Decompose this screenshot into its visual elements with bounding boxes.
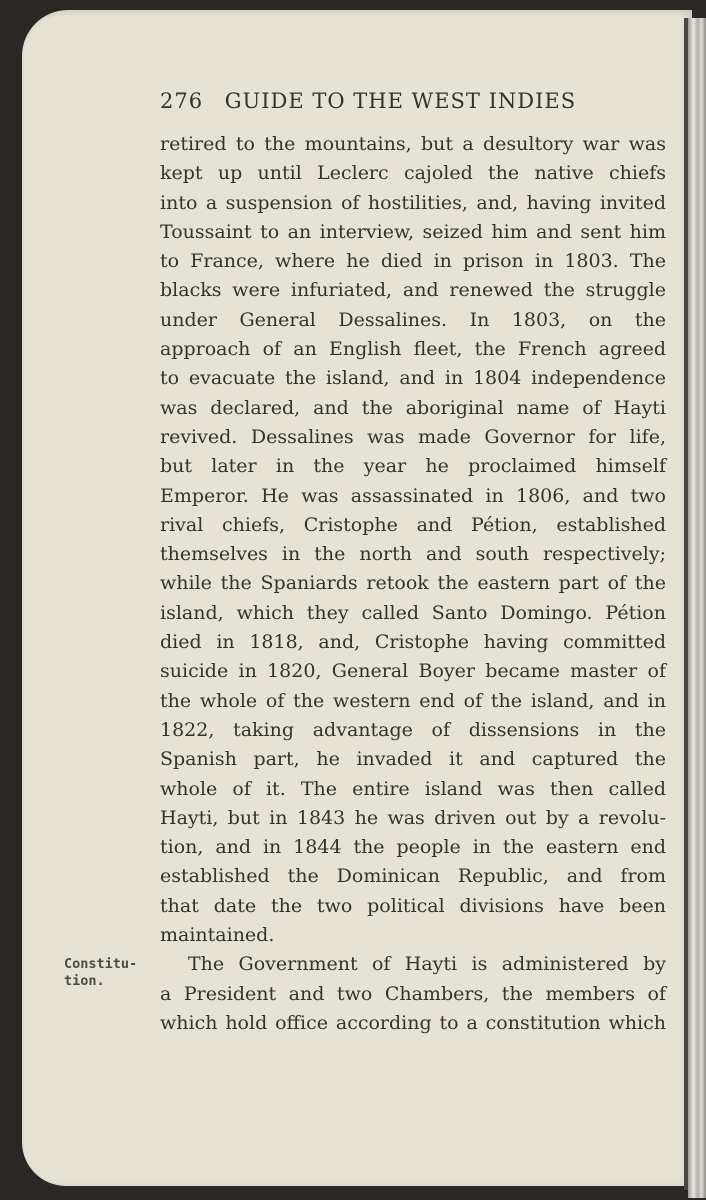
margin-note-line: tion. <box>64 973 105 989</box>
text-line: retired to the mountains, but a desultory war was <box>160 133 666 155</box>
body-text <box>160 130 666 1038</box>
text-line: revived. Dessalines was made Governor for life, <box>160 425 666 448</box>
text-line: Spanish part, he invaded it and captured the <box>160 748 666 771</box>
paragraph-first-line: The Government of Hayti is administered by <box>188 953 666 976</box>
text-line: into a suspension of hostilities, and, having invited <box>160 191 666 214</box>
text-line: whole of it. The entire island was then called <box>160 777 666 800</box>
text-line: island, which they called Santo Domingo. Pétion <box>160 601 666 624</box>
text-line: the whole of the western end of the island, and in <box>160 689 666 712</box>
running-header <box>160 89 660 113</box>
running-title: GUIDE TO THE WEST INDIES <box>224 89 577 113</box>
text-line: Hayti, but in 1843 he was driven out by a revolu- <box>160 806 666 829</box>
text-line: but later in the year he proclaimed himself <box>160 455 666 478</box>
text-line: while the Spaniards retook the eastern part of the <box>160 572 666 595</box>
text-line: Toussaint to an interview, seized him and sent him <box>160 220 666 243</box>
text-line: approach of an English fleet, the French agreed <box>160 338 666 361</box>
text-line: maintained. <box>160 924 275 947</box>
text-line: under General Dessalines. In 1803, on the <box>160 308 666 331</box>
text-line: themselves in the north and south respectively; <box>160 543 666 566</box>
text-line: blacks were infuriated, and renewed the struggle <box>160 279 666 302</box>
text-line: died in 1818, and, Cristophe having committed <box>160 631 666 654</box>
text-line: that date the two political divisions have been <box>160 894 666 917</box>
text-line: rival chiefs, Cristophe and Pétion, established <box>160 513 666 536</box>
margin-note <box>64 956 156 990</box>
text-line: a President and two Chambers, the members of <box>160 982 666 1005</box>
margin-note-line: Constitu- <box>64 956 138 972</box>
text-line: was declared, and the aboriginal name of Hayti <box>160 396 666 419</box>
text-line: to France, where he died in prison in 1803. The <box>160 250 666 273</box>
page-edges <box>688 18 706 1198</box>
text-line: 1822, taking advantage of dissensions in the <box>160 718 666 741</box>
text-line: tion, and in 1844 the people in the eastern end <box>160 836 666 859</box>
text-line: which hold office according to a constitution which <box>160 1011 666 1034</box>
page-number: 276 <box>160 89 204 113</box>
text-line: Emperor. He was assassinated in 1806, and two <box>160 484 666 507</box>
text-line: to evacuate the island, and in 1804 independence <box>160 367 666 390</box>
text-line: suicide in 1820, General Boyer became master of <box>160 660 666 683</box>
text-line: established the Dominican Republic, and from <box>160 865 666 888</box>
text-line: kept up until Leclerc cajoled the native chiefs <box>160 162 666 185</box>
